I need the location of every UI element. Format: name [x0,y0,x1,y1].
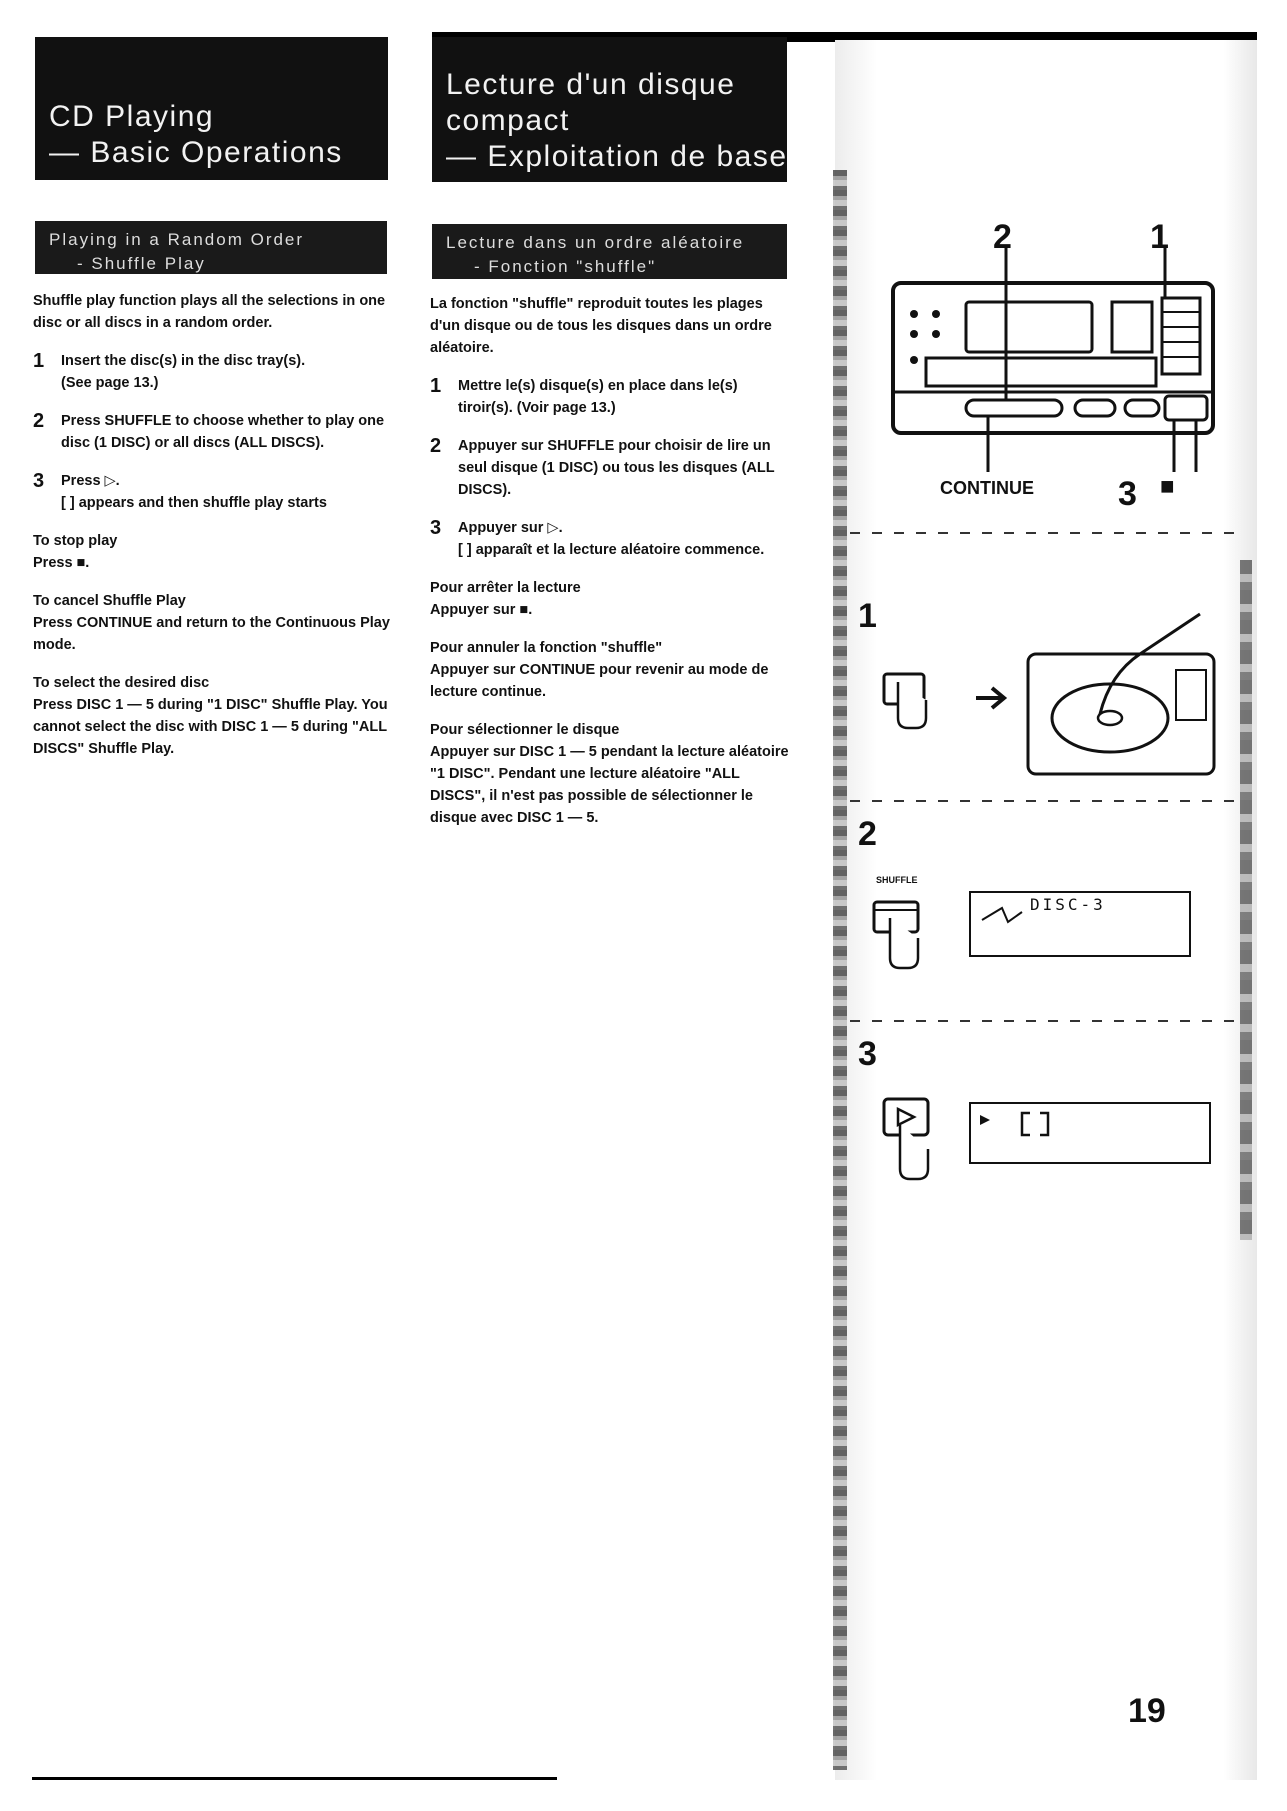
english-title-line1: CD Playing [49,100,215,133]
scan-edge-right [1240,560,1252,1240]
callout-3: 3 [1118,475,1137,513]
french-cancel-text: Appuyer sur CONTINUE pour revenir au mode de lecture continue. [430,662,769,700]
figure-step-3-label: 3 [858,1035,877,1073]
english-section-line1: Playing in a Random Order [49,230,305,249]
step-number: 1 [430,375,442,397]
french-column [430,293,790,845]
callout-1: 1 [1150,218,1169,256]
disc-buttons [1162,298,1200,374]
panel-button-drawing [1125,400,1159,416]
english-stop-text: Press ■. [33,555,90,571]
step-number: 2 [33,410,45,432]
french-select-text: Appuyer sur DISC 1 — 5 pendant la lecture aléatoire "1 DISC". Pendant une lecture aléatoire "ALL DISCS", il n'est pas possible de sélectionner le disque avec DISC 1 — 5. [430,744,789,826]
step-1-drawing [880,610,1220,780]
english-stop-heading: To stop play [33,533,118,549]
panel-dot [910,356,918,364]
scan-edge-left [833,170,847,1770]
panel-dot [910,310,918,318]
french-cancel-heading: Pour annuler la fonction "shuffle" [430,640,663,656]
step-text: Insert the disc(s) in the disc tray(s). [61,353,306,369]
panel-display [966,302,1092,352]
figure-step-1-label: 1 [858,597,877,635]
french-stop-text: Appuyer sur ■. [430,602,533,618]
french-section-line1: Lecture dans un ordre aléatoire [446,233,745,252]
french-title-line3: — Exploitation de base [446,140,788,173]
english-cancel-text: Press CONTINUE and return to the Continuous Play mode. [33,615,390,653]
callout-2: 2 [993,218,1012,256]
step-text: Appuyer sur SHUFFLE pour choisir de lire un seul disque (1 DISC) ou tous les disques (ALL DISCS). [458,438,775,498]
arrow-icon [976,688,1004,708]
front-panel-drawing [890,250,1220,460]
figure-step-2-label: 2 [858,815,877,853]
french-select-heading: Pour sélectionner le disque [430,722,620,738]
play-stop-buttons [1165,396,1207,420]
english-section-heading [35,221,387,274]
english-title-block [35,37,388,180]
french-step-2 [430,435,790,501]
panel-dot [910,330,918,338]
english-step-2 [33,410,395,454]
panel-display-right [1112,302,1152,352]
french-step-3 [430,517,790,561]
english-select-heading: To select the desired disc [33,675,210,691]
section-divider [850,532,1245,534]
step-text: Mettre le(s) disque(s) en place dans le(s) tiroir(s). (Voir page 13.) [458,378,738,416]
step-number: 1 [33,350,45,372]
french-title-block [432,37,787,182]
panel-dot [932,330,940,338]
continue-label: CONTINUE [940,478,1034,498]
english-section-line2: - Shuffle Play [77,254,206,273]
step-text-2: [ ] apparaît et la lecture aléatoire commence. [458,542,765,558]
english-column [33,290,395,776]
panel-dot [932,310,940,318]
step-text-2: [ ] appears and then shuffle play starts [61,495,327,511]
english-intro: Shuffle play function plays all the selections in one disc or all discs in a random order. [33,293,386,331]
page-number: 19 [1128,1692,1166,1730]
step-text: Appuyer sur ▷. [458,520,563,536]
play-indicator [980,1115,990,1125]
english-step-3 [33,470,395,514]
french-section-heading [432,224,787,279]
display-readout: DISC-3 [1030,895,1106,914]
shuffle-key-label: SHUFFLE [876,875,918,885]
french-stop-heading: Pour arrêter la lecture [430,580,581,596]
step-3-drawing [880,1095,1230,1215]
english-select-text: Press DISC 1 — 5 during "1 DISC" Shuffle Play. You cannot select the disc with DISC 1 — 5 during "ALL DISCS" Shuffle Play. [33,697,388,757]
french-intro: La fonction "shuffle" reproduit toutes les plages d'un disque ou de tous les disques dans un ordre aléatoire. [430,296,772,356]
step-text: Press ▷. [61,473,120,489]
shuffle-bracket-icon [1022,1113,1048,1135]
english-step-1 [33,350,395,394]
french-title-line1: Lecture d'un disque [446,68,736,101]
bottom-rule [32,1777,557,1780]
english-title-line2: — Basic Operations [49,136,343,169]
player-buttons [1176,670,1206,720]
section-divider [850,1020,1245,1022]
english-cancel-heading: To cancel Shuffle Play [33,593,186,609]
callout-stop-symbol: ■ [1160,473,1175,500]
step-text: Press SHUFFLE to choose whether to play one disc (1 DISC) or all discs (ALL DISCS). [61,413,385,451]
french-step-1 [430,375,790,419]
french-section-line2: - Fonction "shuffle" [474,257,657,276]
display-frame [970,1103,1210,1163]
step-text-2: (See page 13.) [61,375,159,391]
panel-button-drawing [1075,400,1115,416]
section-divider [850,800,1245,802]
step-number: 3 [430,517,442,539]
step-number: 3 [33,470,45,492]
flashing-indicator [982,908,1022,922]
step-number: 2 [430,435,442,457]
french-title-line2: compact [446,104,570,137]
shuffle-button-drawing [966,400,1062,416]
disc-tray-slot [926,358,1156,386]
